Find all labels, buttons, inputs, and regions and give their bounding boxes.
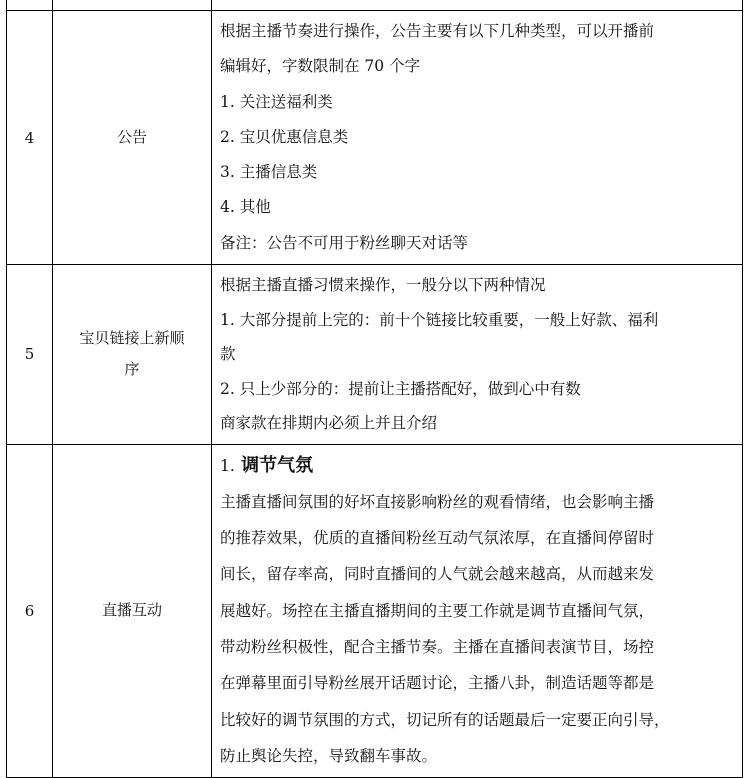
desc-line: 带动粉丝积极性，配合主播节奏。主播在直播间表演节目，场控 <box>220 638 655 657</box>
desc-line: 主播直播间氛围的好坏直接影响粉丝的观看情绪，也会影响主播 <box>220 492 655 511</box>
desc-line: 2. 只上少部分的：提前让主播搭配好，做到心中有数 <box>220 379 581 398</box>
content-table <box>6 0 743 778</box>
section-heading-text: 调节气氛 <box>241 454 314 476</box>
desc-line: 3. 主播信息类 <box>220 163 318 182</box>
desc-line: 的推荐效果，优质的直播间粉丝互动气氛浓厚，在直播间停留时 <box>220 529 655 548</box>
desc-line: 2. 宝贝优惠信息类 <box>220 127 349 146</box>
desc-line: 备注：公告不可用于粉丝聊天对话等 <box>220 233 469 252</box>
desc-line: 编辑好，字数限制在 70 个字 <box>220 57 421 76</box>
row-description <box>212 11 743 265</box>
section-heading-number: 1. <box>220 456 235 475</box>
desc-line: 4. 其他 <box>220 198 271 217</box>
desc-line: 1. 关注送福利类 <box>220 92 333 111</box>
row-item-line: 序 <box>124 360 140 379</box>
desc-line: 商家款在排期内必须上并且介绍 <box>220 414 438 433</box>
row-item-line: 宝贝链接上新顺 <box>79 329 185 348</box>
desc-line: 根据主播直播习惯来操作，一般分以下两种情况 <box>220 276 546 295</box>
table-row-top-edge <box>7 0 743 11</box>
section-heading <box>220 448 734 484</box>
table-row <box>7 265 743 445</box>
row-description <box>212 444 743 778</box>
desc-line: 根据主播节奏进行操作，公告主要有以下几种类型，可以开播前 <box>220 22 655 40</box>
desc-line: 间长，留存率高，同时直播间的人气就会越来越高，从而越来发 <box>220 565 655 584</box>
desc-line: 1. 大部分提前上完的：前十个链接比较重要，一般上好款、福利 <box>220 310 659 329</box>
row-number: 4 <box>7 11 53 265</box>
row-number: 6 <box>7 444 53 778</box>
row-item: 直播互动 <box>53 444 212 778</box>
table-row <box>7 11 743 265</box>
desc-line: 款 <box>220 345 236 364</box>
desc-line: 在弹幕里面引导粉丝展开话题讨论，主播八卦，制造话题等都是 <box>220 674 655 693</box>
desc-line: 展越好。场控在主播直播期间的主要工作就是调节直播间气氛， <box>220 601 655 620</box>
row-description <box>212 265 743 445</box>
desc-line: 比较好的调节氛围的方式，切记所有的话题最后一定要正向引导， <box>220 710 670 729</box>
row-item <box>53 265 212 445</box>
desc-line: 防止舆论失控，导致翻车事故。 <box>220 746 438 765</box>
row-item: 公告 <box>53 11 212 265</box>
table-row <box>7 444 743 778</box>
row-number: 5 <box>7 265 53 445</box>
